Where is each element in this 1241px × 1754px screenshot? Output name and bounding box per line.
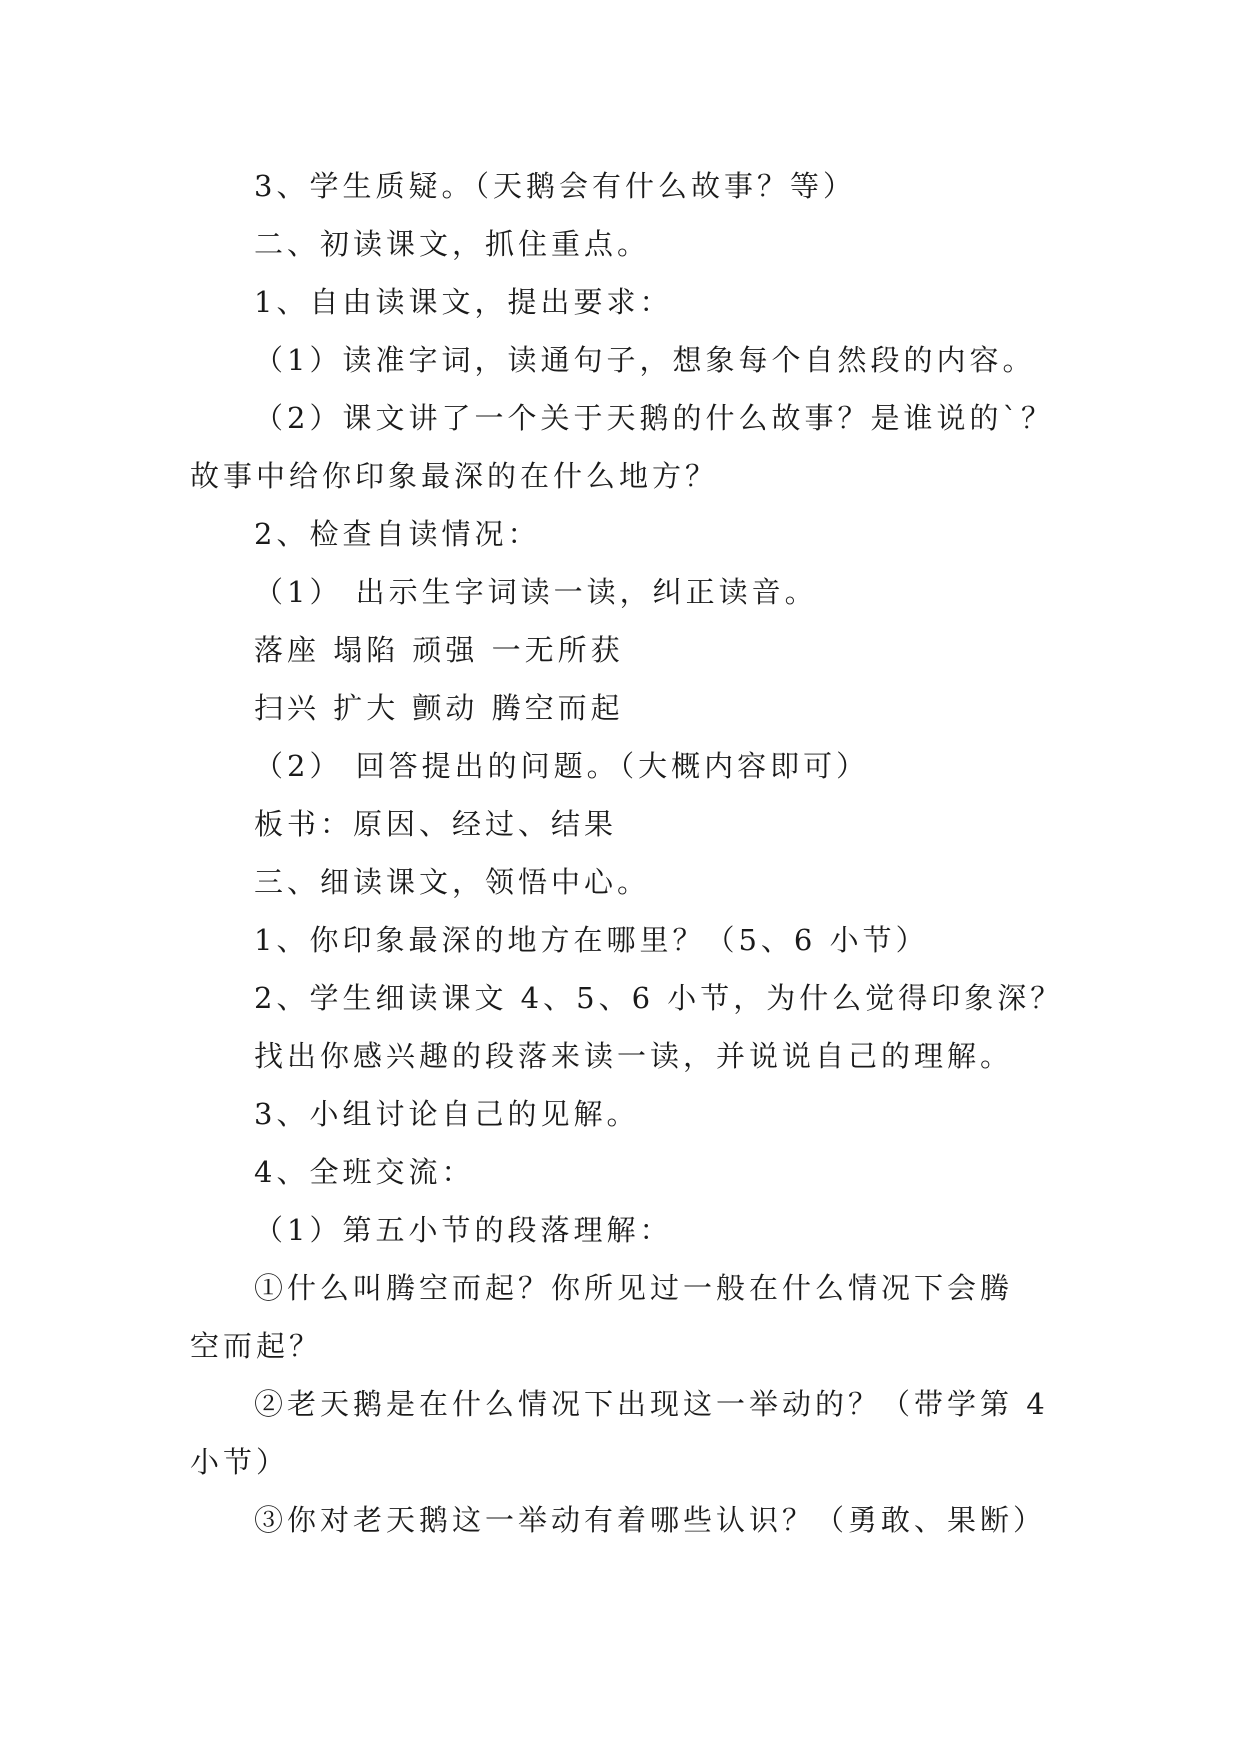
vocabulary-line: 落座 塌陷 顽强 一无所获 bbox=[254, 633, 624, 667]
text-line: ②老天鹅是在什么情况下出现这一举动的？（带学第 4 bbox=[254, 1387, 1049, 1421]
text-line: 空而起？ bbox=[190, 1329, 323, 1363]
text-line: 2、检查自读情况： bbox=[254, 517, 541, 551]
text-line: 板书：原因、经过、结果 bbox=[254, 807, 618, 841]
text-line: （2） 回答提出的问题。（大概内容即可） bbox=[254, 749, 870, 783]
text-line: ③你对老天鹅这一举动有着哪些认识？（勇敢、果断） bbox=[254, 1503, 1047, 1537]
vocabulary-line: 扫兴 扩大 颤动 腾空而起 bbox=[254, 691, 624, 725]
text-line: 3、小组讨论自己的见解。 bbox=[254, 1097, 640, 1131]
text-line: 4、全班交流： bbox=[254, 1155, 475, 1189]
text-line: （2）课文讲了一个关于天鹅的什么故事？是谁说的`？ bbox=[254, 401, 1054, 435]
text-line: 故事中给你印象最深的在什么地方？ bbox=[190, 459, 719, 493]
text-line: ①什么叫腾空而起？你所见过一般在什么情况下会腾 bbox=[254, 1271, 1014, 1305]
text-line: 3、学生质疑。（天鹅会有什么故事？等） bbox=[254, 169, 856, 203]
text-line: 2、学生细读课文 4、5、6 小节，为什么觉得印象深？ bbox=[254, 981, 1064, 1015]
text-line: 1、自由读课文，提出要求： bbox=[254, 285, 673, 319]
text-line: （1）第五小节的段落理解： bbox=[254, 1213, 673, 1247]
text-line: 找出你感兴趣的段落来读一读，并说说自己的理解。 bbox=[254, 1039, 1014, 1073]
section-heading: 三、细读课文，领悟中心。 bbox=[254, 865, 651, 899]
text-line: 1、你印象最深的地方在哪里？（5、6 小节） bbox=[254, 923, 929, 957]
section-heading: 二、初读课文，抓住重点。 bbox=[254, 227, 651, 261]
text-line: 小节） bbox=[190, 1445, 290, 1479]
text-line: （1） 出示生字词读一读，纠正读音。 bbox=[254, 575, 818, 609]
text-line: （1）读准字词，读通句子，想象每个自然段的内容。 bbox=[254, 343, 1036, 377]
